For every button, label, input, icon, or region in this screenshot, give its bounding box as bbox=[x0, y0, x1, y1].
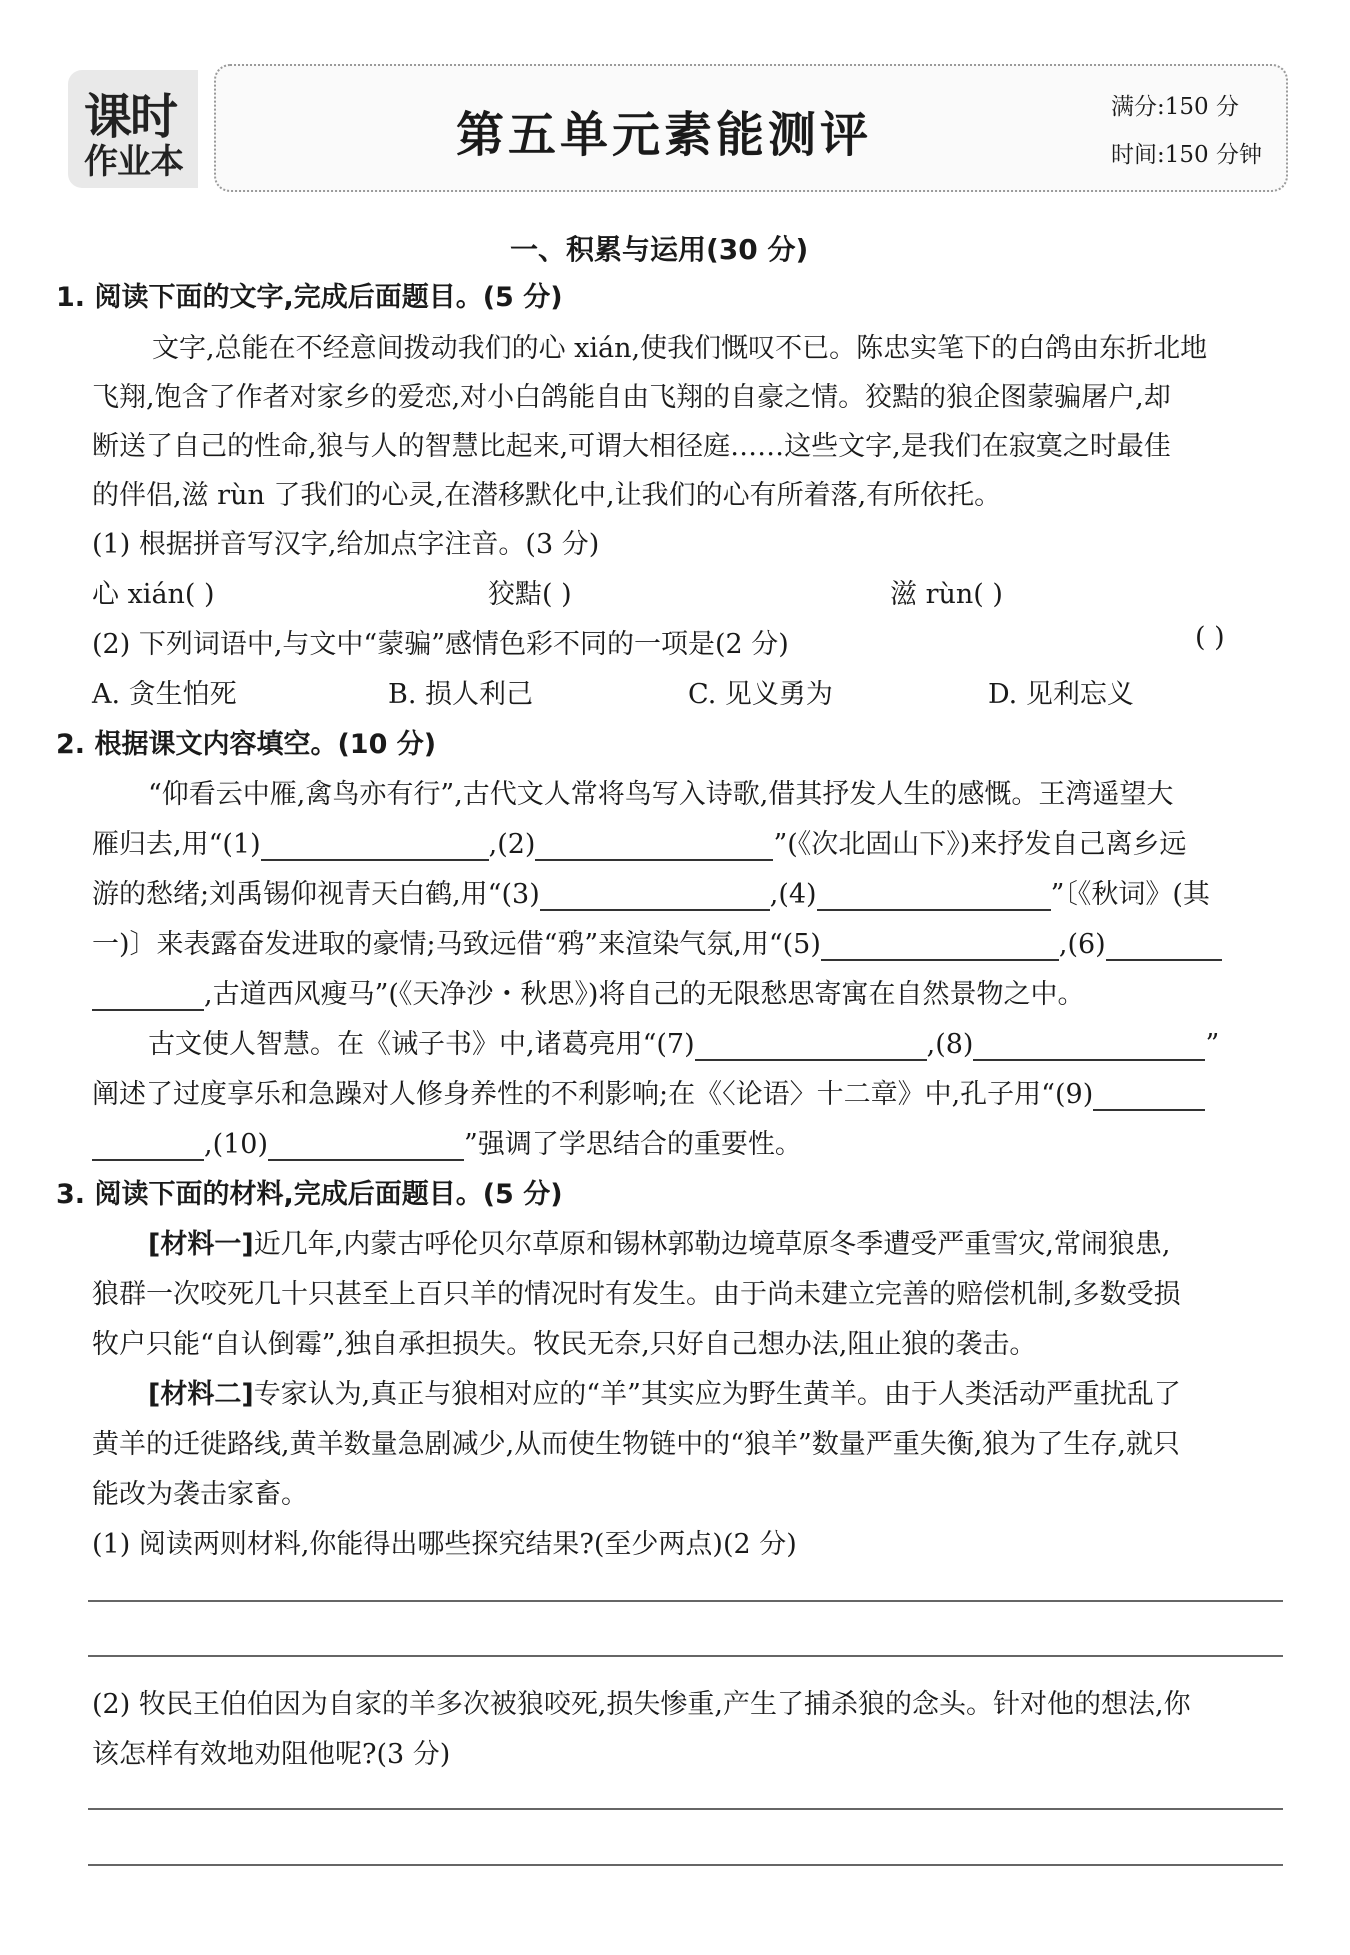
logo-line2: 作业本 bbox=[84, 142, 183, 182]
blank-8[interactable] bbox=[973, 1033, 1205, 1061]
option-d[interactable]: D. 见利忘义 bbox=[988, 679, 1134, 710]
blank-1[interactable] bbox=[261, 833, 489, 861]
answer-line-2[interactable] bbox=[88, 1655, 1283, 1657]
q2-line7 bbox=[92, 1072, 1205, 1111]
q1-para-line2: 飞翔,饱含了作者对家乡的爱恋,对小白鸽能自由飞翔的自豪之情。狡黠的狼企图蒙骗屠户,却 bbox=[92, 382, 1171, 413]
q1-answer-xia[interactable]: 狡黠( ) bbox=[488, 579, 572, 610]
q1-stem: 1. 阅读下面的文字,完成后面题目。(5 分) bbox=[56, 282, 563, 313]
answer-line-1[interactable] bbox=[88, 1600, 1283, 1602]
q2-line1: “仰看云中雁,禽鸟亦有行”,古代文人常将鸟写入诗歌,借其抒发人生的感慨。王湾遥望大 bbox=[148, 779, 1174, 810]
material1-line3: 牧户只能“自认倒霉”,独自承担损失。牧民无奈,只好自己想办法,阻止狼的袭击。 bbox=[92, 1329, 1037, 1360]
blank-5[interactable] bbox=[821, 933, 1059, 961]
blank-7[interactable] bbox=[695, 1033, 927, 1061]
option-b[interactable]: B. 损人利己 bbox=[388, 679, 534, 710]
q2-line4-a: 一)〕来表露奋发进取的豪情;马致远借“鸦”来渲染气氛,用“(5) bbox=[92, 929, 821, 960]
q2-line4-b: ,(6) bbox=[1058, 929, 1106, 960]
blank-2[interactable] bbox=[535, 833, 773, 861]
q1-sub2: (2) 下列词语中,与文中“蒙骗”感情色彩不同的一项是(2 分) bbox=[92, 629, 789, 660]
q2-line6-b: ,(8) bbox=[926, 1029, 974, 1060]
full-score: 满分:150 分 bbox=[1111, 94, 1239, 120]
q1-sub2-answer[interactable]: ( ) bbox=[1195, 622, 1225, 653]
material1-line2: 狼群一次咬死几十只甚至上百只羊的情况时有发生。由于尚未建立完善的赔偿机制,多数受损 bbox=[92, 1279, 1181, 1310]
q2-line4 bbox=[92, 922, 1222, 961]
q2-line3 bbox=[92, 872, 1210, 911]
q3-sub2-line1: (2) 牧民王伯伯因为自家的羊多次被狼咬死,损失惨重,产生了捕杀狼的念头。针对他的想法,你 bbox=[92, 1689, 1191, 1720]
blank-6-part1[interactable] bbox=[1106, 933, 1222, 961]
blank-10[interactable] bbox=[268, 1133, 464, 1161]
material2-line3: 能改为袭击家畜。 bbox=[92, 1479, 308, 1510]
time-limit: 时间:150 分钟 bbox=[1111, 142, 1262, 168]
q2-line6-a: 古文使人智慧。在《诫子书》中,诸葛亮用“(7) bbox=[148, 1029, 695, 1060]
q2-line6-c: ” bbox=[1205, 1029, 1220, 1060]
page-title: 第五单元素能测评 bbox=[456, 107, 873, 163]
blank-9-part1[interactable] bbox=[1093, 1083, 1205, 1111]
logo-line1: 课时 bbox=[84, 89, 177, 145]
q3-sub2-line2: 该怎样有效地劝阻他呢?(3 分) bbox=[92, 1739, 451, 1770]
material2-text1: 专家认为,真正与狼相对应的“羊”其实应为野生黄羊。由于人类活动严重扰乱了 bbox=[253, 1379, 1181, 1410]
material1-line1 bbox=[148, 1222, 1170, 1261]
q2-line5-text: ,古道西风瘦马”(《天净沙・秋思》)将自己的无限愁思寄寓在自然景物之中。 bbox=[204, 979, 1085, 1010]
blank-4[interactable] bbox=[817, 883, 1051, 911]
answer-line-3[interactable] bbox=[88, 1808, 1283, 1810]
blank-3[interactable] bbox=[540, 883, 770, 911]
q1-answer-xian[interactable]: 心 xián( ) bbox=[92, 579, 215, 610]
q1-para-line1: 文字,总能在不经意间拨动我们的心 xián,使我们慨叹不已。陈忠实笔下的白鸽由东折北地 bbox=[152, 333, 1208, 364]
option-a[interactable]: A. 贪生怕死 bbox=[92, 679, 237, 710]
material2-line2: 黄羊的迁徙路线,黄羊数量急剧减少,从而使生物链中的“狼羊”数量严重失衡,狼为了生存,就只 bbox=[92, 1429, 1180, 1460]
q1-answer-run[interactable]: 滋 rùn( ) bbox=[890, 579, 1003, 610]
q2-line8-a: ,(10) bbox=[204, 1129, 269, 1160]
material1-text1: 近几年,内蒙古呼伦贝尔草原和锡林郭勒边境草原冬季遭受严重雪灾,常闹狼患, bbox=[253, 1229, 1171, 1260]
q2-stem: 2. 根据课文内容填空。(10 分) bbox=[56, 729, 437, 760]
q2-line5 bbox=[92, 972, 1084, 1011]
q2-line2-a: 雁归去,用“(1) bbox=[92, 829, 261, 860]
title-box bbox=[214, 64, 1288, 192]
blank-9-part2[interactable] bbox=[92, 1133, 204, 1161]
q2-line2-b: ,(2) bbox=[488, 829, 536, 860]
q3-sub1: (1) 阅读两则材料,你能得出哪些探究结果?(至少两点)(2 分) bbox=[92, 1529, 797, 1560]
section-heading: 一、积累与运用(30 分) bbox=[510, 233, 809, 266]
q2-line2-c: ”(《次北固山下》)来抒发自己离乡远 bbox=[773, 829, 1187, 860]
q1-sub1: (1) 根据拼音写汉字,给加点字注音。(3 分) bbox=[92, 529, 600, 560]
q2-line3-a: 游的愁绪;刘禹锡仰视青天白鹤,用“(3) bbox=[92, 879, 540, 910]
blank-6-part2[interactable] bbox=[92, 983, 204, 1011]
q2-line8-b: ”强调了学思结合的重要性。 bbox=[464, 1129, 802, 1160]
publisher-logo bbox=[68, 70, 198, 188]
q1-para-line3: 断送了自己的性命,狼与人的智慧比起来,可谓大相径庭……这些文字,是我们在寂寞之时最佳 bbox=[92, 431, 1171, 462]
q2-line3-c: ”〔《秋词》(其 bbox=[1050, 879, 1210, 910]
answer-line-4[interactable] bbox=[88, 1864, 1283, 1866]
material1-label: [材料一] bbox=[148, 1229, 254, 1260]
q2-line7-text: 阐述了过度享乐和急躁对人修身养性的不利影响;在《〈论语〉十二章》中,孔子用“(9) bbox=[92, 1079, 1094, 1110]
q3-stem: 3. 阅读下面的材料,完成后面题目。(5 分) bbox=[56, 1179, 563, 1210]
option-c[interactable]: C. 见义勇为 bbox=[688, 679, 833, 710]
material2-label: [材料二] bbox=[148, 1379, 254, 1410]
material2-line1 bbox=[148, 1372, 1181, 1411]
q2-line3-b: ,(4) bbox=[769, 879, 817, 910]
q2-line2 bbox=[92, 822, 1186, 861]
q2-line8 bbox=[92, 1122, 802, 1161]
q2-line6 bbox=[148, 1022, 1219, 1061]
q1-para-line4: 的伴侣,滋 rùn 了我们的心灵,在潜移默化中,让我们的心有所着落,有所依托。 bbox=[92, 480, 1002, 511]
